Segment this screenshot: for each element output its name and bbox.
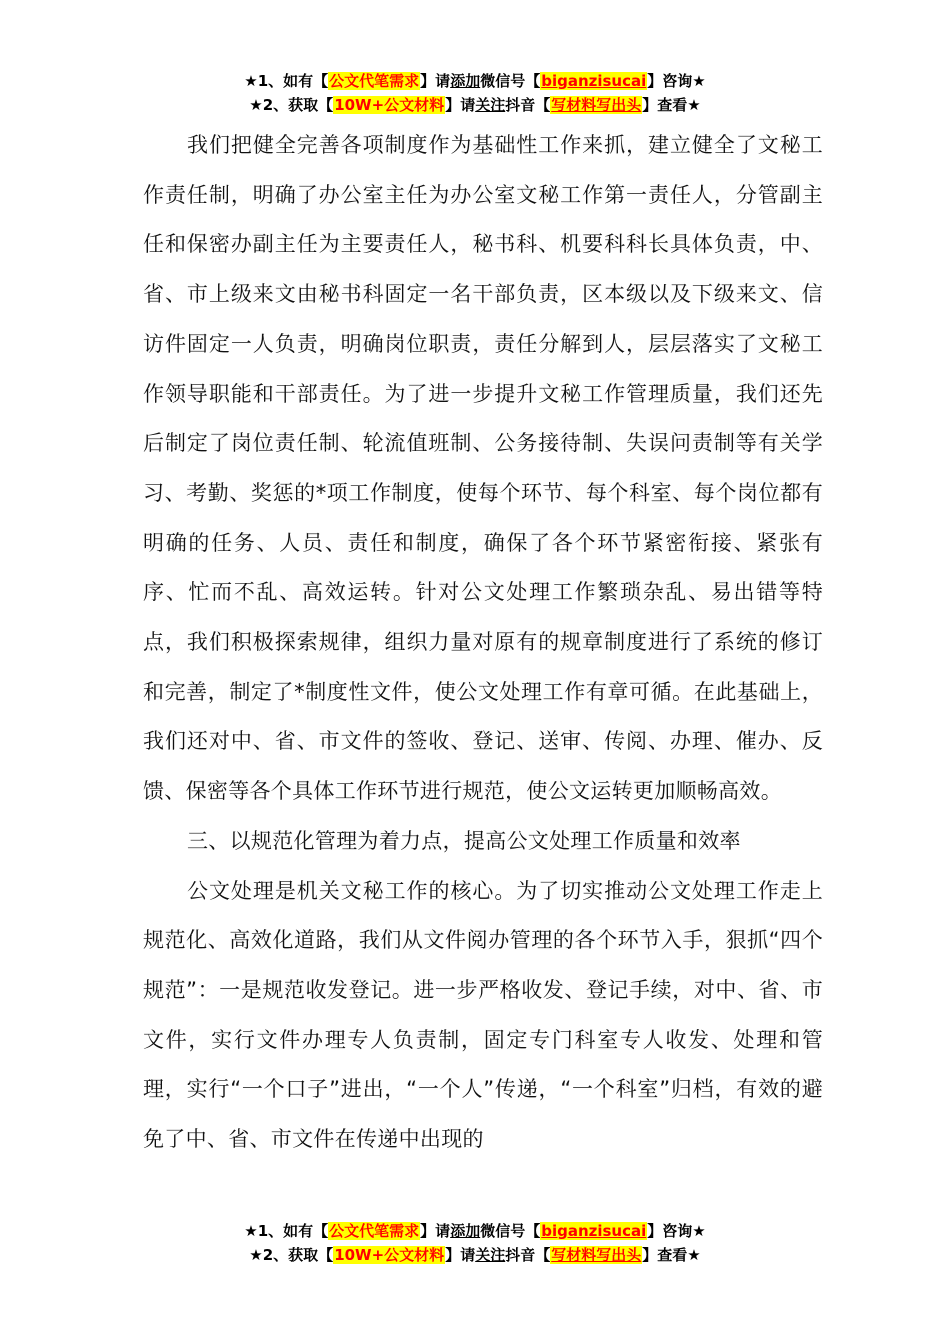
paragraph: 我们把健全完善各项制度作为基础性工作来抓，建立健全了文秘工作责任制，明确了办公室主任为办公室文秘工作第一责任人，分管副主任和保密办副主任为主要责任人，秘书科、机要科科长具体负责，中、省、市上级来文由秘书科固定一名干部负责，区本级以及下级来文、信访件固定一人负责，明确岗位职责，责任分解到人，层层落实了文秘工作领导职能和干部责任。为了进一步提升文秘工作管理质量，我们还先后制定了岗位责任制、轮流值班制、公务接待制、失误问责制等有关学习、考勤、奖惩的*项工作制度，使每个环节、每个科室、每个岗位都有明确的任务、人员、责任和制度，确保了各个环节紧密衔接、紧张有序、忙而不乱、高效运转。针对公文处理工作繁琐杂乱、易出错等特点，我们积极探索规律，组织力量对原有的规章制度进行了系统的修订和完善，制定了*制度性文件，使公文处理工作有章可循。在此基础上，我们还对中、省、市文件的签收、登记、送审、传阅、办理、催办、反馈、保密等各个具体工作环节进行规范，使公文运转更加顺畅高效。 [143, 133, 823, 804]
banner-text: ★1、如有【 [244, 1222, 329, 1240]
highlight-materials: 10W+公文材料 [334, 1246, 445, 1264]
banner-text: 】咨询★ [647, 72, 706, 90]
section-heading: 三、以规范化管理为着力点，提高公文处理工作质量和效率 [187, 828, 741, 853]
highlight-douyin-account[interactable]: 写材料写出头 [551, 96, 642, 114]
banner-text: ★2、获取【 [249, 96, 334, 114]
highlight-materials: 10W+公文材料 [334, 96, 445, 114]
header-banner [0, 69, 950, 117]
highlight-ghostwriting: 公文代笔需求 [329, 72, 420, 90]
highlight-ghostwriting: 公文代笔需求 [329, 1222, 420, 1240]
banner-text: 】请 [445, 1246, 476, 1264]
banner-text: 】请 [420, 1222, 451, 1240]
banner-text: 】查看★ [642, 1246, 701, 1264]
document-body [143, 121, 823, 1165]
banner-text: ★1、如有【 [244, 72, 329, 90]
banner-emphasis: 添加 [450, 1222, 481, 1240]
banner-emphasis: 添加 [450, 72, 481, 90]
banner-emphasis: 关注 [475, 96, 506, 114]
paragraph: 公文处理是机关文秘工作的核心。为了切实推动公文处理工作走上规范化、高效化道路，我们从文件阅办管理的各个环节入手，狠抓“四个规范”：一是规范收发登记。进一步严格收发、登记手续，对中、省、市文件，实行文件办理专人负责制，固定专门科室专人收发、处理和管理，实行“一个口子”进出，“一个人”传递，“一个科室”归档，有效的避免了中、省、市文件在传递中出现的 [143, 878, 823, 1152]
banner-text: 】请 [420, 72, 451, 90]
banner-text: 抖音【 [505, 1246, 551, 1264]
highlight-wechat-id[interactable]: biganzisucai [541, 1222, 647, 1240]
banner-line-2 [0, 1243, 950, 1267]
banner-text: 】咨询★ [647, 1222, 706, 1240]
highlight-wechat-id[interactable]: biganzisucai [541, 72, 647, 90]
banner-text: 微信号【 [480, 1222, 541, 1240]
highlight-douyin-account[interactable]: 写材料写出头 [551, 1246, 642, 1264]
banner-text: ★2、获取【 [249, 1246, 334, 1264]
banner-line-2 [0, 93, 950, 117]
banner-text: 】查看★ [642, 96, 701, 114]
banner-line-1 [0, 69, 950, 93]
banner-line-1 [0, 1219, 950, 1243]
banner-emphasis: 关注 [475, 1246, 506, 1264]
banner-text: 抖音【 [505, 96, 551, 114]
banner-text: 微信号【 [480, 72, 541, 90]
footer-banner [0, 1219, 950, 1267]
banner-text: 】请 [445, 96, 476, 114]
